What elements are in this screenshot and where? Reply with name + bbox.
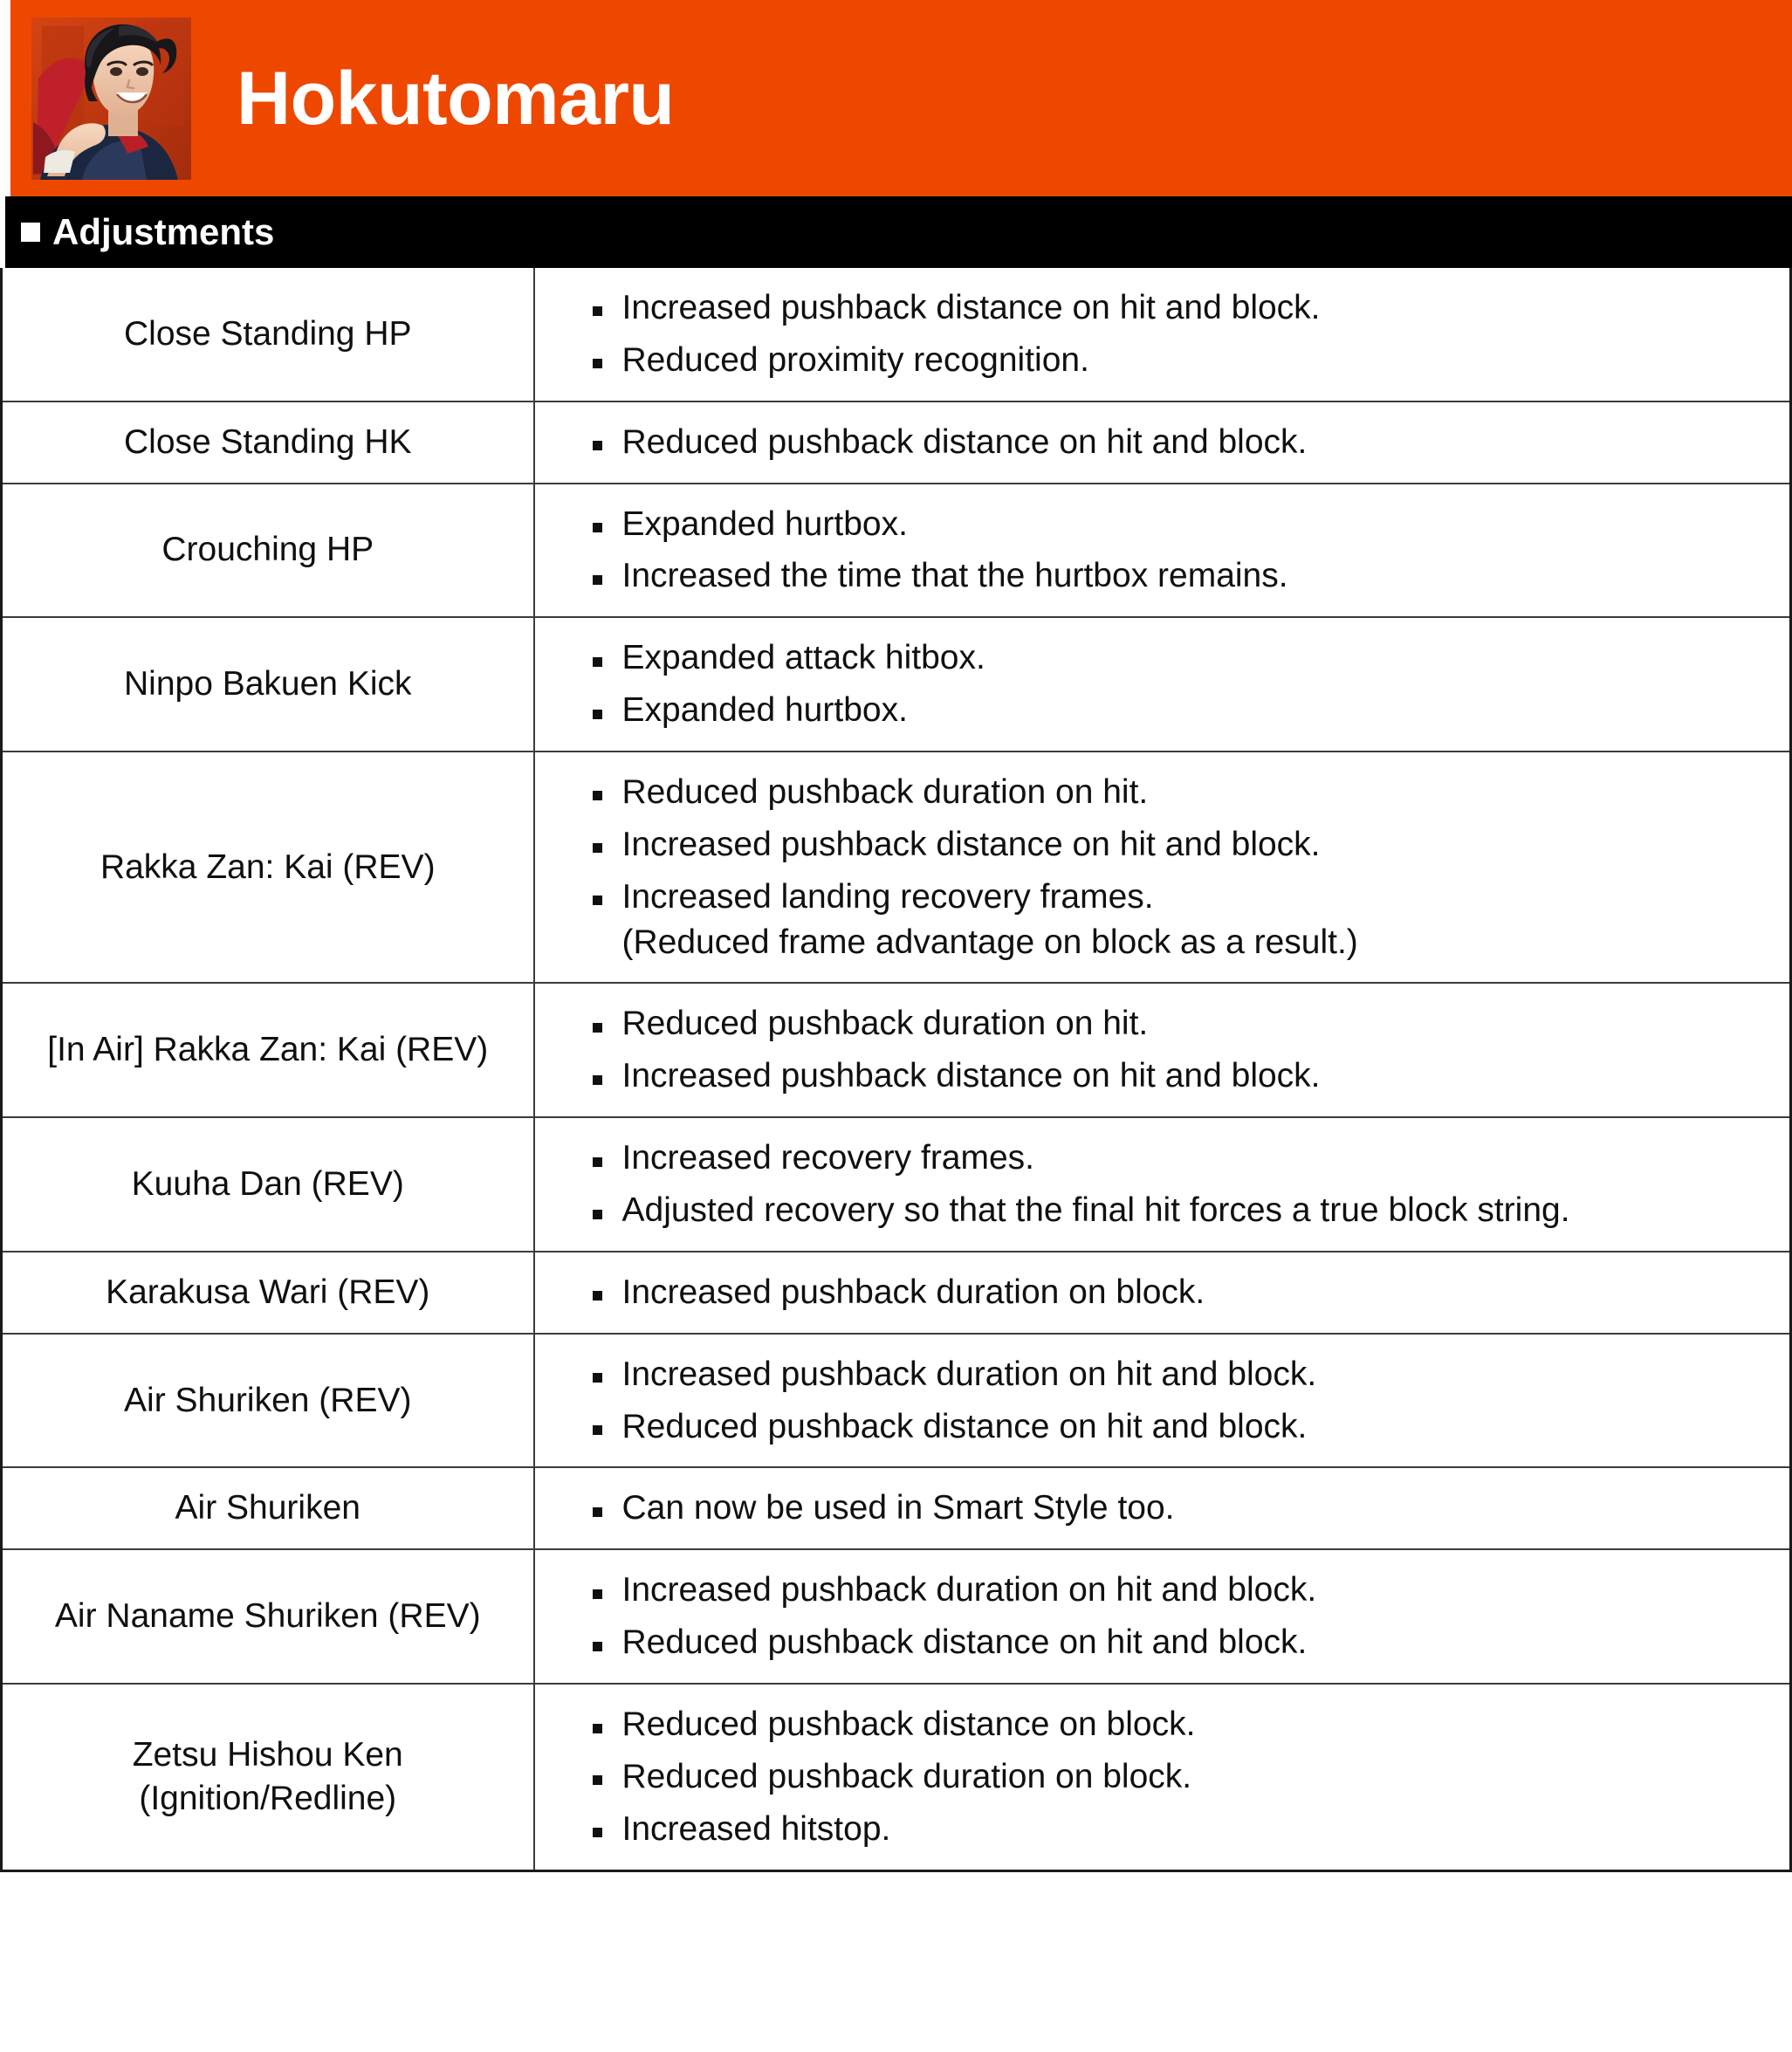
table-row: [2, 1252, 1791, 1334]
table-row: [2, 401, 1791, 484]
adjustment-note-text: Expanded attack hitbox.: [621, 639, 985, 677]
adjustment-note-text: Reduced pushback distance on block.: [621, 1705, 1196, 1744]
adjustment-note-item: [589, 684, 1766, 737]
character-name-title: Hokutomaru: [237, 56, 675, 141]
adjustment-notes-list: [589, 632, 1766, 737]
adjustment-note-text: Expanded hurtbox.: [621, 691, 908, 730]
move-name-cell: [2, 401, 534, 484]
adjustment-notes-list: [589, 1349, 1766, 1453]
move-name-label: Air Shuriken (REV): [124, 1381, 412, 1419]
square-bullet-icon: [593, 1507, 602, 1517]
section-header-adjustments: [0, 196, 1792, 268]
adjustment-notes-cell: [534, 401, 1791, 484]
square-bullet-icon: [593, 1075, 602, 1085]
adjustment-notes-list: [589, 1482, 1766, 1534]
adjustment-note-text: Increased pushback duration on hit and block.: [621, 1355, 1317, 1393]
adjustment-note-item: [589, 1564, 1766, 1616]
adjustment-note-text: Reduced pushback duration on block.: [621, 1757, 1192, 1795]
square-bullet-icon: [593, 359, 602, 368]
square-bullet-icon: [593, 1425, 602, 1435]
square-bullet-icon: [593, 1589, 602, 1599]
adjustment-notes-cell: [534, 751, 1791, 983]
adjustment-notes-list: [589, 416, 1766, 469]
adjustment-notes-list: [589, 1564, 1766, 1669]
move-name-label: Crouching HP: [161, 531, 374, 569]
adjustment-notes-cell: [534, 617, 1791, 751]
filled-square-icon: [21, 223, 40, 242]
square-bullet-icon: [593, 1724, 602, 1733]
adjustment-notes-cell: [534, 1334, 1791, 1468]
move-name-label: Close Standing HK: [123, 422, 412, 461]
adjustment-notes-cell: [534, 1684, 1791, 1870]
adjustment-note-item: [589, 416, 1766, 469]
adjustment-note-item: [589, 819, 1766, 871]
move-name-cell: [2, 1252, 534, 1334]
adjustment-note-item: [589, 871, 1766, 969]
adjustment-note-item: [589, 1803, 1766, 1856]
adjustment-notes-cell: [534, 1467, 1791, 1549]
move-name-label: [In Air] Rakka Zan: Kai (REV): [47, 1031, 489, 1069]
adjustments-table: [0, 268, 1792, 1872]
adjustment-notes-cell: [534, 1117, 1791, 1252]
adjustment-note-text: Increased hitstop.: [621, 1809, 891, 1848]
adjustment-note-item: [589, 1482, 1766, 1534]
adjustment-note-text: Increased landing recovery frames.: [621, 877, 1154, 916]
adjustment-note-text: Reduced pushback distance on hit and block.: [621, 1407, 1308, 1445]
table-row: [2, 1334, 1791, 1468]
adjustment-notes-cell: [534, 1252, 1791, 1334]
adjustment-note-item: [589, 282, 1766, 334]
move-name-label: Rakka Zan: Kai (REV): [100, 848, 436, 886]
table-row: [2, 1684, 1791, 1870]
adjustment-notes-list: [589, 1266, 1766, 1319]
move-name-cell: [2, 751, 534, 983]
character-header-banner: [0, 0, 1792, 196]
adjustment-notes-cell: [534, 268, 1791, 401]
adjustment-note-text: Increased pushback duration on hit and block.: [621, 1571, 1317, 1609]
adjustment-note-item: [589, 1050, 1766, 1102]
table-row: [2, 1467, 1791, 1549]
adjustment-notes-cell: [534, 1549, 1791, 1684]
adjustment-note-text: Increased pushback duration on block.: [621, 1273, 1205, 1311]
move-name-label: Ninpo Bakuen Kick: [123, 665, 412, 703]
section-title: Adjustments: [52, 211, 275, 252]
square-bullet-icon: [593, 1210, 602, 1219]
adjustment-note-text: Reduced proximity recognition.: [621, 340, 1089, 379]
adjustment-note-text: Reduced pushback distance on hit and block.: [621, 422, 1308, 461]
adjustment-note-item: [589, 1349, 1766, 1401]
move-name-cell: [2, 983, 534, 1117]
move-name-cell: [2, 268, 534, 401]
move-name-cell: [2, 617, 534, 751]
adjustment-note-item: [589, 498, 1766, 551]
table-row: [2, 268, 1791, 401]
table-row: [2, 751, 1791, 983]
move-name-cell: [2, 1549, 534, 1684]
square-bullet-icon: [593, 306, 602, 316]
adjustment-note-item: [589, 550, 1766, 602]
move-name-label: Karakusa Wari (REV): [106, 1273, 430, 1311]
adjustment-note-text: Increased pushback distance on hit and block.: [621, 289, 1321, 326]
move-name-cell: [2, 1467, 534, 1549]
square-bullet-icon: [593, 843, 602, 853]
table-row: [2, 1117, 1791, 1252]
square-bullet-icon: [593, 1373, 602, 1383]
adjustment-note-text: Reduced pushback duration on hit.: [621, 773, 1149, 812]
square-bullet-icon: [593, 1023, 602, 1033]
adjustment-note-subtext: (Reduced frame advantage on block as a result.): [621, 923, 1358, 961]
adjustment-notes-cell: [534, 484, 1791, 618]
adjustment-note-text: Can now be used in Smart Style too.: [621, 1489, 1175, 1527]
adjustment-note-item: [589, 1699, 1766, 1751]
move-name-cell: [2, 1117, 534, 1252]
adjustment-notes-list: [589, 282, 1766, 387]
square-bullet-icon: [593, 896, 602, 905]
adjustment-note-text: Adjusted recovery so that the final hit forces a true block string.: [621, 1191, 1570, 1230]
adjustments-table-body: [2, 268, 1791, 1870]
move-name-label: Air Naname Shuriken (REV): [54, 1597, 481, 1636]
adjustment-note-item: [589, 632, 1766, 684]
square-bullet-icon: [593, 1157, 602, 1167]
adjustment-note-item: [589, 1266, 1766, 1319]
adjustment-note-item: [589, 998, 1766, 1050]
adjustment-notes-list: [589, 1132, 1766, 1237]
move-name-cell: [2, 1684, 534, 1870]
adjustment-notes-list: [589, 998, 1766, 1102]
adjustment-note-text: Increased the time that the hurtbox remains.: [621, 557, 1288, 595]
square-bullet-icon: [593, 710, 602, 719]
table-row: [2, 617, 1791, 751]
move-name-label: Close Standing HP: [123, 314, 412, 353]
adjustment-note-item: [589, 766, 1766, 819]
adjustment-note-item: [589, 1751, 1766, 1803]
adjustment-note-text: Increased recovery frames.: [621, 1139, 1035, 1177]
square-bullet-icon: [593, 441, 602, 450]
adjustment-note-text: Reduced pushback duration on hit.: [621, 1005, 1149, 1043]
table-row: [2, 1549, 1791, 1684]
adjustment-notes-list: [589, 766, 1766, 968]
square-bullet-icon: [593, 657, 602, 667]
adjustment-note-text: Increased pushback distance on hit and block.: [621, 1057, 1321, 1095]
move-name-cell: [2, 1334, 534, 1468]
character-portrait-hokutomaru: [31, 17, 191, 180]
adjustment-notes-list: [589, 1699, 1766, 1856]
table-row: [2, 983, 1791, 1117]
move-name-label: Kuuha Dan (REV): [131, 1165, 404, 1204]
adjustment-notes-list: [589, 498, 1766, 603]
square-bullet-icon: [593, 791, 602, 800]
table-row: [2, 484, 1791, 618]
move-name-label: Zetsu Hishou Ken (Ignition/Redline): [132, 1735, 403, 1817]
move-name-cell: [2, 484, 534, 618]
adjustment-note-text: Reduced pushback distance on hit and block.: [621, 1623, 1308, 1662]
adjustment-note-text: Expanded hurtbox.: [621, 504, 908, 543]
adjustment-note-item: [589, 334, 1766, 387]
square-bullet-icon: [593, 1775, 602, 1785]
adjustment-note-item: [589, 1401, 1766, 1453]
adjustment-note-item: [589, 1184, 1766, 1237]
square-bullet-icon: [593, 575, 602, 585]
square-bullet-icon: [593, 1291, 602, 1301]
adjustment-note-text: Increased pushback distance on hit and block.: [621, 825, 1321, 863]
square-bullet-icon: [593, 523, 602, 532]
square-bullet-icon: [593, 1828, 602, 1837]
square-bullet-icon: [593, 1642, 602, 1651]
adjustment-note-item: [589, 1616, 1766, 1669]
adjustment-note-item: [589, 1132, 1766, 1184]
move-name-label: Air Shuriken: [175, 1489, 360, 1527]
adjustment-notes-cell: [534, 983, 1791, 1117]
